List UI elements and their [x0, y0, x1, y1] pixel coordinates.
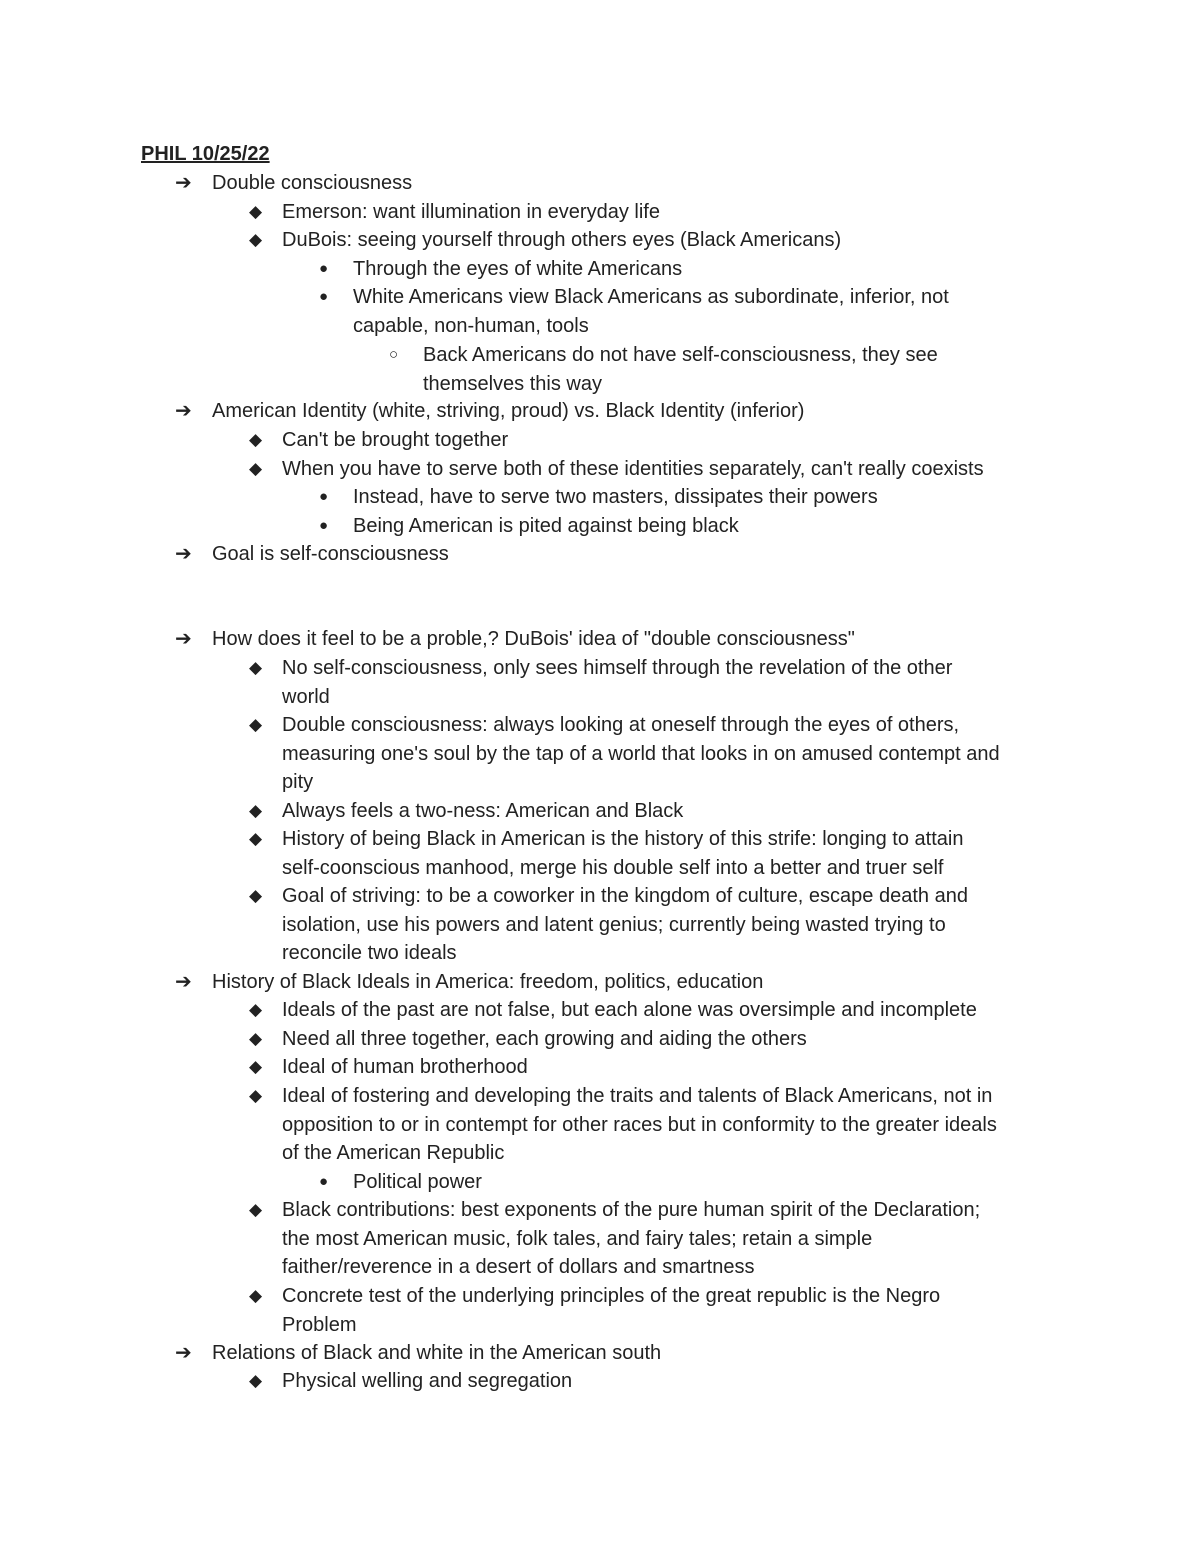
list-item — [319, 255, 683, 284]
filled-circle-bullet-icon: ● — [319, 260, 329, 277]
list-item-text: Instead, have to serve two masters, dissipates their powers — [353, 486, 878, 508]
list-item — [249, 1196, 981, 1282]
list-item-text: History of Black Ideals in America: freedom, politics, education — [212, 971, 764, 993]
diamond-bullet-icon: ◆ — [249, 459, 263, 478]
list-item-text: Through the eyes of white Americans — [353, 258, 683, 280]
hollow-circle-bullet-icon: ○ — [389, 346, 399, 363]
list-item-text: Concrete test of the underlying principles of the great republic is the Negro — [282, 1285, 941, 1307]
list-item — [175, 625, 855, 654]
diamond-bullet-icon: ◆ — [249, 230, 263, 249]
arrow-bullet-icon: ➔ — [175, 1342, 192, 1364]
list-item-text: self-coonscious manhood, merge his double self into a better and truer self — [282, 856, 944, 879]
filled-circle-bullet-icon: ● — [319, 1173, 329, 1190]
list-item-text: History of being Black in American is the history of this strife: longing to attain — [282, 828, 964, 850]
arrow-bullet-icon: ➔ — [175, 543, 192, 565]
list-item-text: faither/reverence in a desert of dollars and smartness — [282, 1256, 755, 1279]
diamond-bullet-icon: ◆ — [249, 715, 263, 734]
list-item-text: No self-consciousness, only sees himself through the revelation of the other — [282, 657, 953, 679]
list-item-text: Relations of Black and white in the American south — [212, 1342, 662, 1364]
list-item-text: Problem — [282, 1313, 357, 1336]
list-item-text: Goal of striving: to be a coworker in the kingdom of culture, escape death and — [282, 885, 968, 907]
list-item-text: Physical welling and segregation — [282, 1370, 573, 1392]
list-item-text: Double consciousness — [212, 172, 413, 194]
filled-circle-bullet-icon: ● — [319, 517, 329, 534]
list-item — [175, 169, 413, 198]
list-item — [249, 996, 977, 1025]
list-item-text: Always feels a two-ness: American and Black — [282, 800, 684, 822]
list-item-text: the most American music, folk tales, and fairy tales; retain a simple — [282, 1227, 873, 1250]
diamond-bullet-icon: ◆ — [249, 658, 263, 677]
filled-circle-bullet-icon: ● — [319, 488, 329, 505]
list-item — [319, 1168, 482, 1197]
list-item-text: When you have to serve both of these identities separately, can't really coexists — [282, 458, 984, 480]
list-item — [175, 1339, 662, 1368]
list-item-text: Being American is pited against being black — [353, 515, 739, 537]
list-item-text: Back Americans do not have self-consciousness, they see — [423, 344, 938, 366]
list-item-text: Can't be brought together — [282, 429, 509, 451]
list-item-text: Emerson: want illumination in everyday life — [282, 201, 660, 223]
list-item — [249, 226, 842, 255]
diamond-bullet-icon: ◆ — [249, 1371, 263, 1390]
list-item-text: American Identity (white, striving, proud) vs. Black Identity (inferior) — [212, 400, 805, 422]
list-item-text: Need all three together, each growing and aiding the others — [282, 1028, 807, 1050]
list-item-text: capable, non-human, tools — [353, 314, 589, 337]
list-item — [249, 198, 660, 227]
arrow-bullet-icon: ➔ — [175, 172, 192, 194]
diamond-bullet-icon: ◆ — [249, 1200, 263, 1219]
list-item — [389, 341, 938, 398]
list-item — [249, 1025, 807, 1054]
list-item-text: isolation, use his powers and latent genius; currently being wasted trying to — [282, 913, 946, 936]
diamond-bullet-icon: ◆ — [249, 1057, 263, 1076]
list-item-text: How does it feel to be a proble,? DuBois' idea of "double consciousness" — [212, 628, 855, 650]
list-item-text: Ideals of the past are not false, but each alone was oversimple and incomplete — [282, 999, 977, 1021]
diamond-bullet-icon: ◆ — [249, 886, 263, 905]
list-item — [249, 455, 984, 484]
list-item-text: Black contributions: best exponents of the pure human spirit of the Declaration; — [282, 1199, 981, 1221]
list-item — [249, 1053, 528, 1082]
diamond-bullet-icon: ◆ — [249, 1086, 263, 1105]
diamond-bullet-icon: ◆ — [249, 1029, 263, 1048]
list-item — [175, 968, 764, 997]
diamond-bullet-icon: ◆ — [249, 202, 263, 221]
list-item-text: pity — [282, 771, 314, 794]
diamond-bullet-icon: ◆ — [249, 801, 263, 820]
diamond-bullet-icon: ◆ — [249, 1286, 263, 1305]
list-item — [249, 1367, 573, 1396]
list-item-text: Political power — [353, 1171, 482, 1193]
list-item — [249, 825, 964, 882]
list-item — [249, 711, 1000, 797]
page-title: PHIL 10/25/22 — [141, 143, 270, 165]
arrow-bullet-icon: ➔ — [175, 628, 192, 650]
list-item-text: White Americans view Black Americans as subordinate, inferior, not — [353, 286, 949, 308]
list-item-text: of the American Republic — [282, 1142, 505, 1165]
list-item — [249, 654, 953, 711]
diamond-bullet-icon: ◆ — [249, 1000, 263, 1019]
list-item — [175, 397, 805, 426]
arrow-bullet-icon: ➔ — [175, 971, 192, 993]
list-item — [249, 797, 684, 826]
list-item-text: measuring one's soul by the tap of a world that looks in on amused contempt and — [282, 742, 1000, 765]
list-item — [249, 1282, 941, 1339]
list-item-text: opposition to or in contempt for other races but in conformity to the greater ideals — [282, 1113, 997, 1136]
list-item — [249, 1082, 997, 1168]
list-item-text: Goal is self-consciousness — [212, 543, 449, 565]
list-item-text: reconcile two ideals — [282, 942, 457, 965]
filled-circle-bullet-icon: ● — [319, 288, 329, 305]
list-item-text: themselves this way — [423, 372, 602, 395]
list-item-text: world — [282, 685, 330, 708]
list-item — [319, 283, 949, 340]
arrow-bullet-icon: ➔ — [175, 400, 192, 422]
list-item — [249, 426, 509, 455]
list-item — [319, 483, 878, 512]
list-item-text: Ideal of human brotherhood — [282, 1056, 528, 1078]
list-item — [319, 512, 739, 541]
list-item-text: Ideal of fostering and developing the traits and talents of Black Americans, not in — [282, 1085, 993, 1107]
list-item-text: Double consciousness: always looking at oneself through the eyes of others, — [282, 714, 960, 736]
diamond-bullet-icon: ◆ — [249, 829, 263, 848]
list-item — [175, 540, 449, 569]
list-item — [249, 882, 968, 968]
diamond-bullet-icon: ◆ — [249, 430, 263, 449]
list-item-text: DuBois: seeing yourself through others eyes (Black Americans) — [282, 229, 842, 251]
